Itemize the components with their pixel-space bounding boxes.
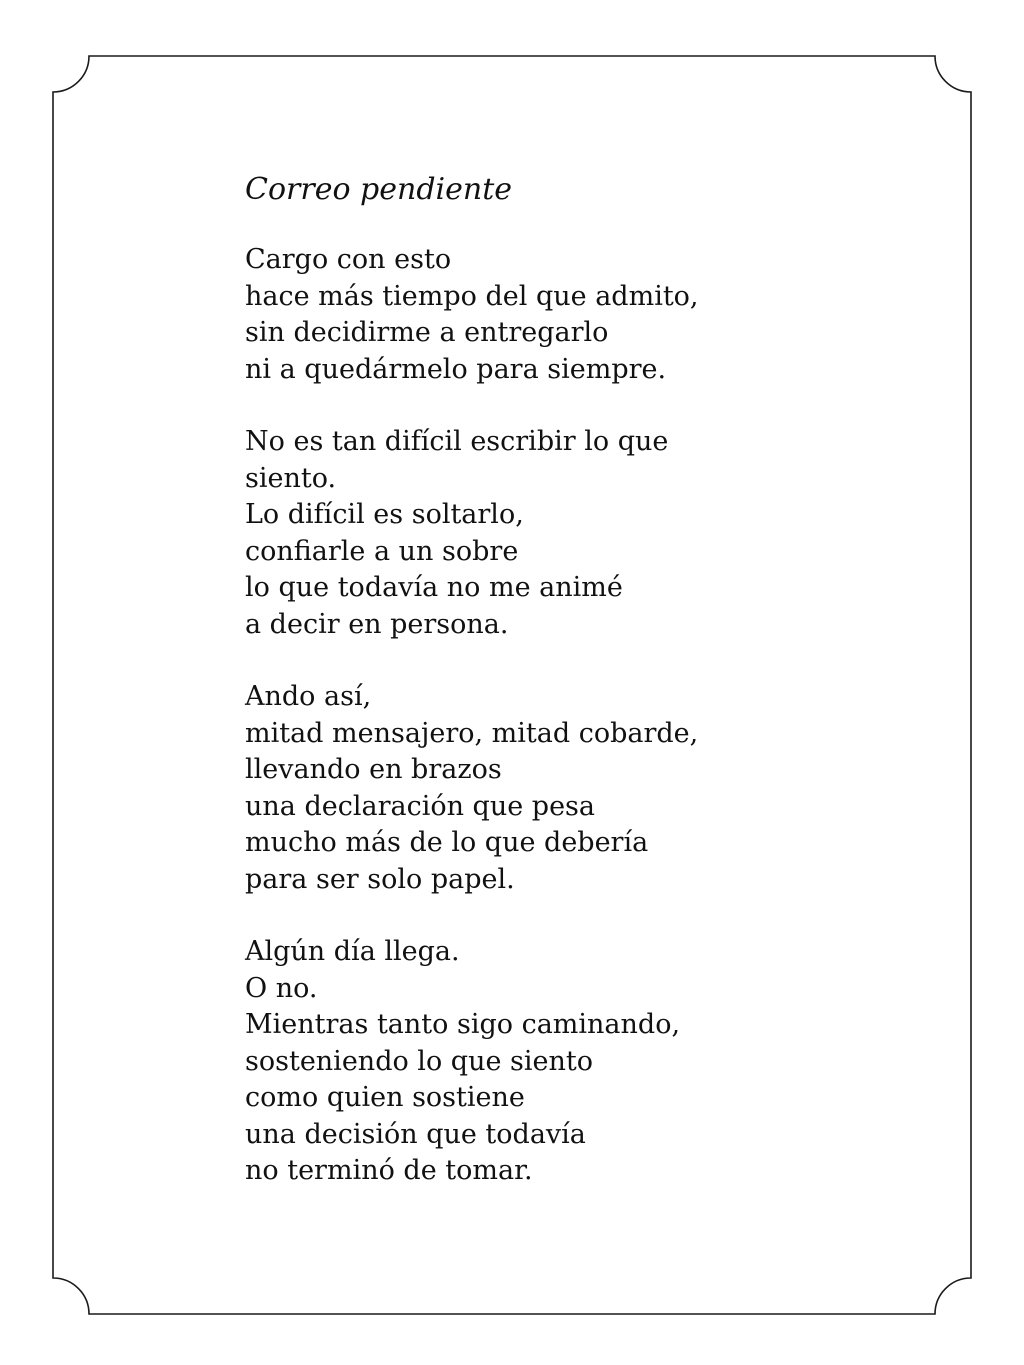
poem-line: Ando así, xyxy=(245,681,372,712)
poem-line: una decisión que todavía xyxy=(245,1118,586,1150)
poem-line: ni a quedármelo para siempre. xyxy=(245,353,667,385)
poem-line: llevando en brazos xyxy=(245,754,502,785)
poem-line: Algún día llega. xyxy=(245,936,460,967)
poem-line: No es tan difícil escribir lo que xyxy=(245,426,669,457)
stanza-4 xyxy=(245,934,805,1190)
poem-line: para ser solo papel. xyxy=(245,863,515,895)
poem-line: mucho más de lo que debería xyxy=(245,827,649,858)
poem-line: como quien sostiene xyxy=(245,1082,525,1113)
stanza-2 xyxy=(245,424,805,643)
poem-line: O no. xyxy=(245,972,318,1004)
poem-line: una declaración que pesa xyxy=(245,790,596,822)
stanza-1 xyxy=(245,242,805,388)
poem-line: mitad mensajero, mitad cobarde, xyxy=(245,717,699,749)
poem-line: sin decidirme a entregarlo xyxy=(245,317,609,348)
poem-line: Cargo con esto xyxy=(245,244,452,275)
poem-title: Correo pendiente xyxy=(245,172,513,207)
stanza-3 xyxy=(245,679,805,898)
poem-line: confiarle a un sobre xyxy=(245,535,519,567)
poem-line: a decir en persona. xyxy=(245,608,509,640)
poem-line: siento. xyxy=(245,462,337,494)
poem-line: hace más tiempo del que admito, xyxy=(245,280,699,312)
poem-line: Lo difícil es soltarlo, xyxy=(245,499,524,530)
poem-line: no terminó de tomar. xyxy=(245,1155,533,1186)
poem-line: sosteniendo lo que siento xyxy=(245,1045,593,1077)
poem-line: lo que todavía no me animé xyxy=(245,572,623,603)
poem xyxy=(245,168,805,1226)
poem-line: Mientras tanto sigo caminando, xyxy=(245,1009,681,1040)
